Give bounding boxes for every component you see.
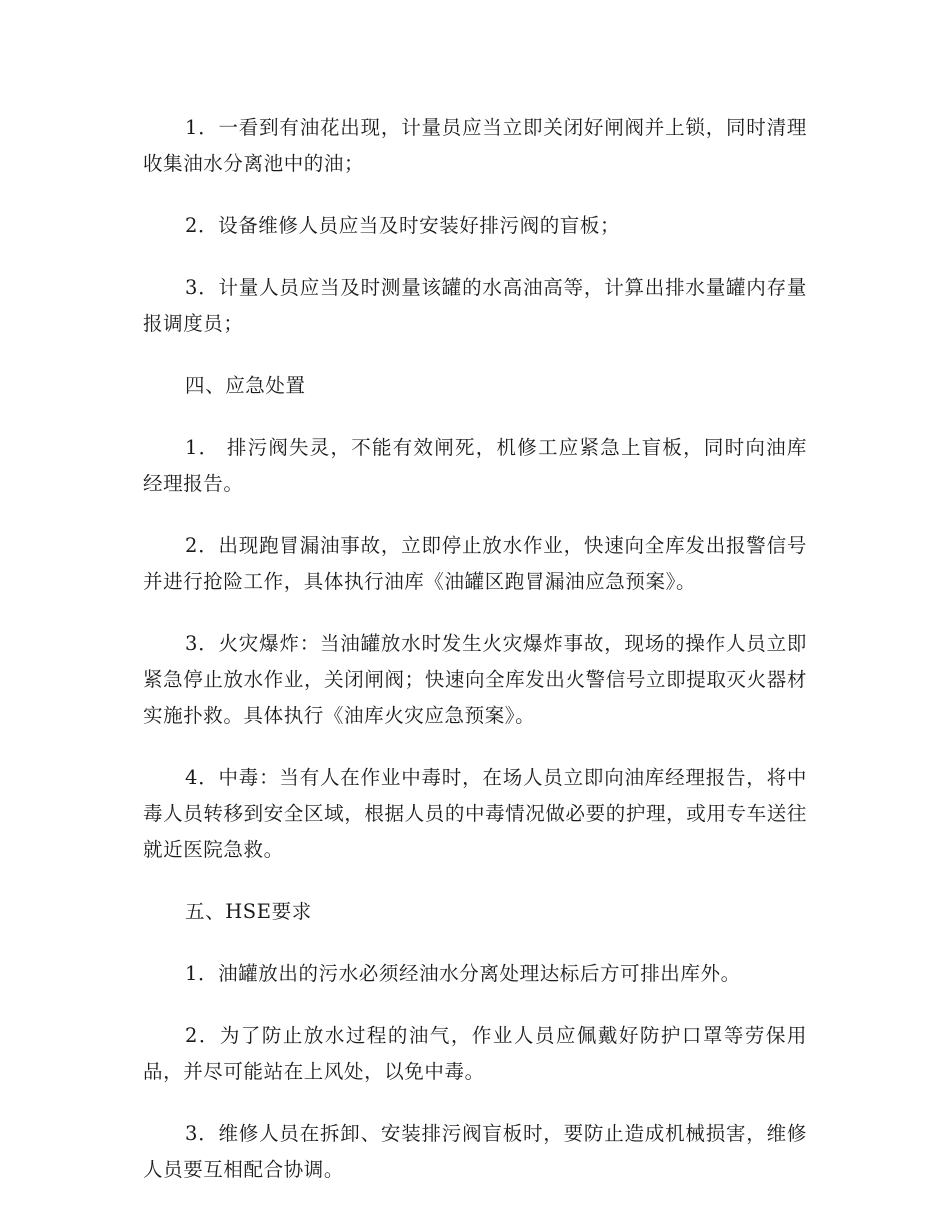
paragraph-fire-explosion: 3．火灾爆炸：当油罐放水时发生火灾爆炸事故，现场的操作人员立即紧急停止放水作业，关闭闸阀；快速向全库发出火警信号立即提取灭火器材实施扑救。具体执行《油库火灾应急预案》。 <box>143 632 807 727</box>
paragraph-install-blind-plate: 2．设备维修人员应当及时安装好排污阀的盲板； <box>185 214 621 237</box>
paragraph-maintenance-cooperation: 3．维修人员在拆卸、安装排污阀盲板时，要防止造成机械损害，维修人员要互相配合协调。 <box>143 1122 807 1181</box>
section-heading-emergency-response: 四、应急处置 <box>185 374 306 397</box>
paragraph-poisoning: 4．中毒：当有人在作业中毒时，在场人员立即向油库经理报告，将中毒人员转移到安全区域，根据人员的中毒情况做必要的护理，或用专车送往就近医院急救。 <box>143 766 807 861</box>
paragraph-measure-tank-levels: 3．计量人员应当及时测量该罐的水高油高等，计算出排水量罐内存量报调度员； <box>143 276 807 335</box>
section-heading-hse-requirements: 五、HSE要求 <box>185 900 312 923</box>
document-body <box>143 110 807 1214</box>
paragraph-oil-sheen-closing-valve: 1．一看到有油花出现，计量员应当立即关闭好闸阀并上锁，同时清理收集油水分离池中的油； <box>143 116 807 175</box>
paragraph-oil-spill-accident: 2．出现跑冒漏油事故，立即停止放水作业，快速向全库发出报警信号并进行抢险工作，具体执行油库《油罐区跑冒漏油应急预案》。 <box>143 534 807 593</box>
paragraph-valve-failure: 1． 排污阀失灵，不能有效闸死，机修工应紧急上盲板，同时向油库经理报告。 <box>143 436 807 495</box>
paragraph-wastewater-treatment: 1．油罐放出的污水必须经油水分离处理达标后方可排出库外。 <box>185 962 741 985</box>
paragraph-protective-equipment: 2．为了防止放水过程的油气，作业人员应佩戴好防护口罩等劳保用品，并尽可能站在上风处，以免中毒。 <box>143 1024 807 1083</box>
